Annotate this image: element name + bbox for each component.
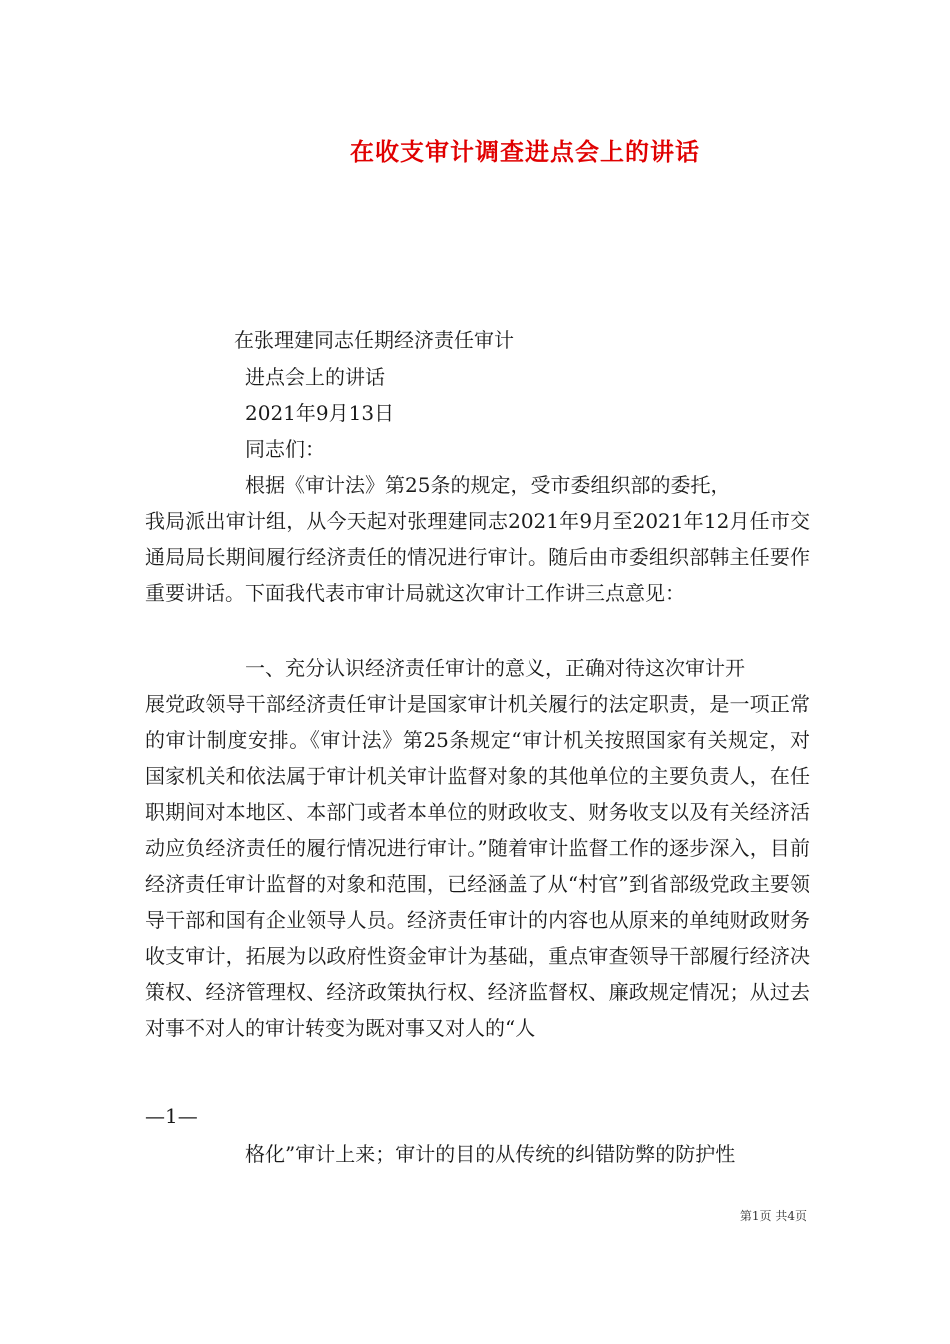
paragraph-3: 格化”审计上来；审计的目的从传统的纠错防弊的防护性: [245, 1142, 736, 1166]
paragraph-2-first-line: 一、充分认识经济责任审计的意义，正确对待这次审计开: [245, 656, 745, 680]
salutation: 同志们：: [245, 437, 325, 461]
page-footer: 第1页 共4页: [739, 1209, 807, 1223]
header-line-1: 在张理建同志任期经济责任审计: [234, 328, 514, 352]
page-marker: —1—: [145, 1104, 198, 1128]
header-line-2: 进点会上的讲话: [245, 365, 385, 389]
document-title: 在收支审计调查进点会上的讲话: [350, 137, 700, 166]
paragraph-1-body: 我局派出审计组，从今天起对张理建同志2021年9月至2021年12月任市交通局局长期间履行经济责任的情况进行审计。随后由市委组织部韩主任要作重要讲话。下面我代表市审计局就这次审计工作讲三点意见：: [145, 509, 810, 605]
paragraph-1-first-line: 根据《审计法》第25条的规定，受市委组织部的委托，: [245, 473, 731, 497]
document-date: 2021年9月13日: [245, 401, 395, 425]
paragraph-2-body: 展党政领导干部经济责任审计是国家审计机关履行的法定职责，是一项正常的审计制度安排。《审计法》第25条规定“审计机关按照国家有关规定，对国家机关和依法属于审计机关审计监督对象的其他单位的主要负责人，在任职期间对本地区、本部门或者本单位的财政收支、财务收支以及有关经济活动应负经济责任的履行情况进行审计。”随着审计监督工作的逐步深入，目前经济责任审计监督的对象和范围，已经涵盖了从“村官”到省部级党政主要领导干部和国有企业领导人员。经济责任审计的内容也从原来的单纯财政财务收支审计，拓展为以政府性资金审计为基础，重点审查领导干部履行经济决策权、经济管理权、经济政策执行权、经济监督权、廉政规定情况；从过去对事不对人的审计转变为既对事又对人的“人: [145, 692, 810, 1040]
